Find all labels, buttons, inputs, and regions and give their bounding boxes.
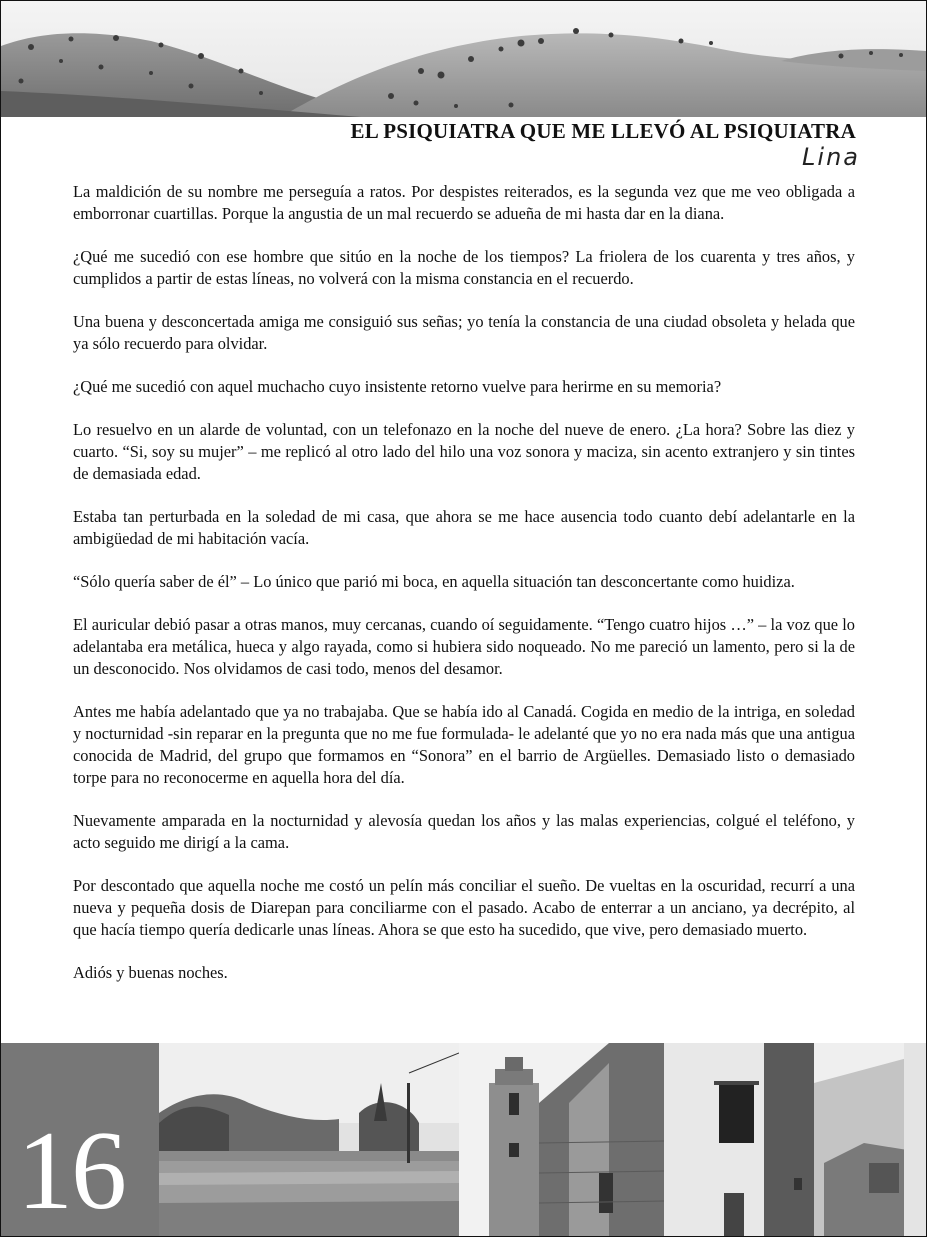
article-body (73, 181, 855, 1005)
paragraph: Por descontado que aquella noche me costó un pelín más conciliar el sueño. De vueltas en la oscuridad, recurrí a una nueva y pequeña dosis de Diarepan para conciliarme con el pasado. Acabo de enterrar a un anciano, ya decrépito, al que hacía tiempo quería dedicarle unas líneas. Ahora se que esto ha sucedido, que vive, pero demasiado muerto. (73, 876, 855, 939)
paragraph: Estaba tan perturbada en la soledad de mi casa, que ahora se me hace ausencia todo cuanto debí adelantarle en la ambigüedad de mi habitación vacía. (73, 507, 855, 548)
author-name: Lina (802, 143, 860, 171)
paragraph: Nuevamente amparada en la nocturnidad y alevosía quedan los años y las malas experiencias, colgué el teléfono, y acto seguido me dirigí a la cama. (73, 811, 855, 852)
paragraph: El auricular debió pasar a otras manos, muy cercanas, cuando oí seguidamente. “Tengo cuatro hijos …” – la voz que lo adelantaba era metálica, hueca y algo rayada, como si hubiera sido noqueado. No me pareció un lamento, pero si la de un desconocido. Nos olvidamos de casi todo, menos del desamor. (73, 615, 855, 678)
paragraph: “Sólo quería saber de él” – Lo único que parió mi boca, en aquella situación tan desconcertante como huidiza. (73, 572, 795, 591)
article-title: EL PSIQUIATRA QUE ME LLEVÓ AL PSIQUIATRA (350, 119, 856, 143)
street-balcony-photo (664, 1043, 926, 1236)
paragraph: Antes me había adelantado que ya no trabajaba. Que se había ido al Canadá. Cogida en medio de la intriga, en soledad y nocturnidad -sin reparar en la pregunta que no me fue formulada- le adelanté que yo no era nada más que una antigua conocida de Madrid, del grupo que formamos en “Sonora” en el barrio de Argüelles. Demasiado listo o demasiado torpe para no reconocerme en aquella hora del día. (73, 702, 855, 787)
church-tower-photo (459, 1043, 664, 1236)
page-number-box (1, 1043, 159, 1236)
hills-banner-image (1, 1, 926, 117)
page-number: 16 (17, 1109, 125, 1233)
paragraph: Adiós y buenas noches. (73, 963, 228, 982)
paragraph: Lo resuelvo en un alarde de voluntad, con un telefonazo en la noche del nueve de enero. ¿La hora? Sobre las diez y cuarto. “Si, soy su mujer” – me replicó al otro lado del hilo una voz sonora y maciza, sin acento extranjero y sin tintes de demasiada edad. (73, 420, 855, 483)
river-photo (159, 1043, 459, 1236)
paragraph: ¿Qué me sucedió con ese hombre que sitúo en la noche de los tiempos? La friolera de los cuarenta y tres años, y cumplidos a partir de estas líneas, no volverá con la misma constancia en el recuerdo. (73, 247, 855, 288)
paragraph: Una buena y desconcertada amiga me consiguió sus señas; yo tenía la constancia de una ciudad obsoleta y helada que ya sólo recuerdo para olvidar. (73, 312, 855, 353)
paragraph: ¿Qué me sucedió con aquel muchacho cuyo insistente retorno vuelve para herirme en su memoria? (73, 377, 722, 396)
footer-photo-strip (1, 1043, 926, 1236)
paragraph: La maldición de su nombre me perseguía a ratos. Por despistes reiterados, es la segunda vez que me veo obligada a emborronar cuartillas. Porque la angustia de un mal recuerdo se adueña de mi hasta dar en la diana. (73, 182, 855, 223)
